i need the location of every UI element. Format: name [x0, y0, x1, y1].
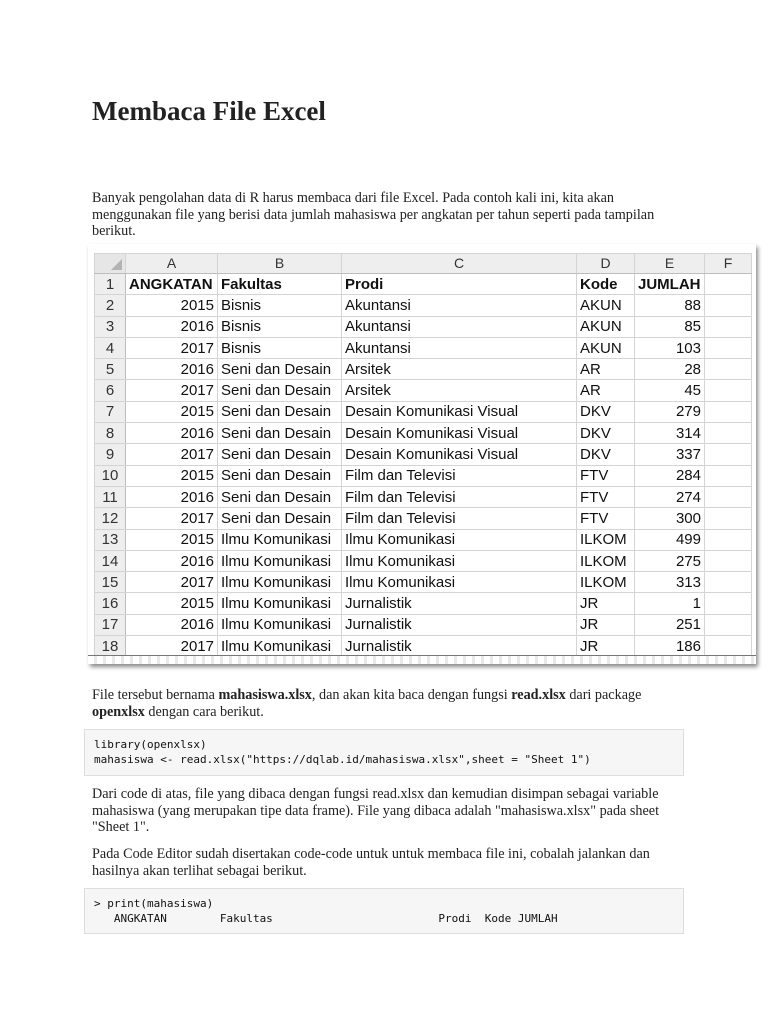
row-number: 7	[95, 401, 126, 422]
row-number: 3	[95, 316, 126, 337]
cell-fakultas: Seni dan Desain	[218, 486, 342, 507]
table-row	[95, 508, 752, 529]
row-number: 13	[95, 529, 126, 550]
empty-cell	[705, 444, 752, 465]
file-description-paragraph	[92, 687, 692, 720]
cell-angkatan: 2015	[126, 465, 218, 486]
cell-angkatan: 2016	[126, 486, 218, 507]
cell-angkatan: 2017	[126, 508, 218, 529]
table-row	[95, 359, 752, 380]
cell-jumlah: 28	[635, 359, 705, 380]
cell-kode: AR	[577, 359, 635, 380]
cell-kode: FTV	[577, 508, 635, 529]
cell-jumlah: 88	[635, 295, 705, 316]
empty-cell	[705, 636, 752, 657]
cell-prodi: Film dan Televisi	[342, 486, 577, 507]
row-number: 4	[95, 337, 126, 358]
cell-kode: FTV	[577, 465, 635, 486]
table-row	[95, 636, 752, 657]
package-bold: openxlsx	[92, 703, 145, 720]
empty-cell	[705, 465, 752, 486]
cell-angkatan: 2016	[126, 550, 218, 571]
empty-cell	[705, 593, 752, 614]
spreadsheet-table	[94, 253, 752, 657]
empty-cell	[705, 337, 752, 358]
corner-triangle-icon	[111, 259, 122, 270]
cell-angkatan: 2016	[126, 423, 218, 444]
code-block-read-xlsx	[84, 729, 684, 776]
cell-kode: JR	[577, 593, 635, 614]
cell-angkatan: 2017	[126, 380, 218, 401]
header-cell-jumlah: JUMLAH	[635, 274, 705, 295]
cell-jumlah: 103	[635, 337, 705, 358]
cell-kode: AR	[577, 380, 635, 401]
code-line: ANGKATAN Fakultas Prodi Kode JUMLAH	[94, 912, 558, 925]
header-cell-kode: Kode	[577, 274, 635, 295]
cell-prodi: Akuntansi	[342, 337, 577, 358]
cell-angkatan: 2017	[126, 444, 218, 465]
cell-kode: DKV	[577, 401, 635, 422]
cell-prodi: Ilmu Komunikasi	[342, 529, 577, 550]
spreadsheet-body	[95, 274, 752, 657]
table-row	[95, 465, 752, 486]
text: dari package	[565, 687, 642, 703]
cell-prodi: Arsitek	[342, 380, 577, 401]
empty-cell	[705, 529, 752, 550]
empty-cell	[705, 359, 752, 380]
cell-kode: FTV	[577, 486, 635, 507]
row-number: 10	[95, 465, 126, 486]
row-number: 8	[95, 423, 126, 444]
empty-cell	[705, 614, 752, 635]
code-line: > print(mahasiswa)	[94, 897, 214, 910]
cell-kode: ILKOM	[577, 572, 635, 593]
code-block-print-output	[84, 888, 684, 934]
instruction-paragraph: Pada Code Editor sudah disertakan code-code untuk untuk membaca file ini, cobalah jalankan dan hasilnya akan terlihat sebagai berikut.	[92, 846, 650, 879]
cell-fakultas: Seni dan Desain	[218, 380, 342, 401]
row-number: 15	[95, 572, 126, 593]
cell-kode: ILKOM	[577, 529, 635, 550]
table-row	[95, 316, 752, 337]
empty-cell	[705, 401, 752, 422]
select-all-corner	[95, 254, 126, 274]
cell-angkatan: 2016	[126, 614, 218, 635]
table-row	[95, 593, 752, 614]
cell-prodi: Akuntansi	[342, 316, 577, 337]
cell-jumlah: 274	[635, 486, 705, 507]
cell-angkatan: 2017	[126, 572, 218, 593]
cell-jumlah: 85	[635, 316, 705, 337]
empty-cell	[705, 274, 752, 295]
table-row	[95, 550, 752, 571]
empty-cell	[705, 508, 752, 529]
cell-kode: ILKOM	[577, 550, 635, 571]
cell-fakultas: Seni dan Desain	[218, 401, 342, 422]
cell-angkatan: 2016	[126, 359, 218, 380]
table-row	[95, 486, 752, 507]
row-number: 6	[95, 380, 126, 401]
row-number: 1	[95, 274, 126, 295]
cell-jumlah: 313	[635, 572, 705, 593]
text: , dan akan kita baca dengan fungsi	[311, 687, 512, 703]
cell-kode: AKUN	[577, 295, 635, 316]
empty-cell	[705, 380, 752, 401]
cell-fakultas: Bisnis	[218, 295, 342, 316]
intro-paragraph: Banyak pengolahan data di R harus membaca dari file Excel. Pada contoh kali ini, kita akan menggunakan file yang berisi data jumlah mahasiswa per angkatan per tahun seperti pada tampilan berikut.	[92, 190, 655, 239]
cell-jumlah: 275	[635, 550, 705, 571]
cell-jumlah: 337	[635, 444, 705, 465]
cell-kode: AKUN	[577, 316, 635, 337]
cell-jumlah: 186	[635, 636, 705, 657]
header-row	[95, 274, 752, 295]
empty-cell	[705, 423, 752, 444]
cell-jumlah: 300	[635, 508, 705, 529]
cell-angkatan: 2015	[126, 295, 218, 316]
cell-fakultas: Ilmu Komunikasi	[218, 529, 342, 550]
spreadsheet-screenshot	[88, 244, 756, 664]
row-number: 2	[95, 295, 126, 316]
cell-prodi: Akuntansi	[342, 295, 577, 316]
empty-cell	[705, 550, 752, 571]
column-letter: B	[218, 254, 342, 274]
empty-cell	[705, 295, 752, 316]
cell-prodi: Film dan Televisi	[342, 508, 577, 529]
cell-fakultas: Bisnis	[218, 316, 342, 337]
cell-jumlah: 1	[635, 593, 705, 614]
cell-prodi: Film dan Televisi	[342, 465, 577, 486]
page-title: Membaca File Excel	[92, 96, 326, 126]
column-letter-row	[95, 254, 752, 274]
cell-fakultas: Ilmu Komunikasi	[218, 593, 342, 614]
table-row	[95, 614, 752, 635]
cell-prodi: Desain Komunikasi Visual	[342, 423, 577, 444]
cell-fakultas: Seni dan Desain	[218, 423, 342, 444]
cell-fakultas: Seni dan Desain	[218, 508, 342, 529]
header-cell-angkatan: ANGKATAN	[126, 274, 218, 295]
cell-jumlah: 279	[635, 401, 705, 422]
column-letter: F	[705, 254, 752, 274]
row-number: 9	[95, 444, 126, 465]
row-number: 18	[95, 636, 126, 657]
cell-jumlah: 314	[635, 423, 705, 444]
filename-bold: mahasiswa.xlsx	[218, 687, 312, 703]
cell-fakultas: Bisnis	[218, 337, 342, 358]
table-row	[95, 337, 752, 358]
table-row	[95, 529, 752, 550]
cell-fakultas: Ilmu Komunikasi	[218, 614, 342, 635]
text: File tersebut bernama	[92, 687, 219, 703]
cell-angkatan: 2017	[126, 337, 218, 358]
cell-prodi: Ilmu Komunikasi	[342, 550, 577, 571]
cell-prodi: Arsitek	[342, 359, 577, 380]
cell-jumlah: 45	[635, 380, 705, 401]
table-row	[95, 380, 752, 401]
cell-prodi: Desain Komunikasi Visual	[342, 444, 577, 465]
cell-fakultas: Ilmu Komunikasi	[218, 636, 342, 657]
cell-angkatan: 2017	[126, 636, 218, 657]
cell-angkatan: 2015	[126, 401, 218, 422]
text: dengan cara berikut.	[144, 703, 264, 720]
empty-cell	[705, 572, 752, 593]
empty-cell	[705, 316, 752, 337]
cell-angkatan: 2015	[126, 593, 218, 614]
row-number: 14	[95, 550, 126, 571]
row-number: 11	[95, 486, 126, 507]
row-number: 17	[95, 614, 126, 635]
cell-kode: DKV	[577, 444, 635, 465]
row-number: 16	[95, 593, 126, 614]
cell-fakultas: Seni dan Desain	[218, 359, 342, 380]
cell-angkatan: 2015	[126, 529, 218, 550]
empty-cell	[705, 486, 752, 507]
column-letter: A	[126, 254, 218, 274]
table-row	[95, 572, 752, 593]
cell-kode: AKUN	[577, 337, 635, 358]
cell-fakultas: Seni dan Desain	[218, 444, 342, 465]
cell-prodi: Ilmu Komunikasi	[342, 572, 577, 593]
cell-jumlah: 251	[635, 614, 705, 635]
cell-kode: JR	[577, 614, 635, 635]
cell-angkatan: 2016	[126, 316, 218, 337]
explanation-paragraph: Dari code di atas, file yang dibaca dengan fungsi read.xlsx dan kemudian disimpan sebagai variable mahasiswa (yang merupakan tipe data frame). File yang dibaca adalah "mahasiswa.xlsx" pada sheet "Sheet 1".	[92, 786, 660, 835]
column-letter: E	[635, 254, 705, 274]
column-letter: D	[577, 254, 635, 274]
table-row	[95, 444, 752, 465]
cell-prodi: Jurnalistik	[342, 593, 577, 614]
row-number: 12	[95, 508, 126, 529]
row-number: 5	[95, 359, 126, 380]
table-row	[95, 401, 752, 422]
cell-prodi: Jurnalistik	[342, 614, 577, 635]
cell-kode: JR	[577, 636, 635, 657]
cell-fakultas: Ilmu Komunikasi	[218, 572, 342, 593]
cell-jumlah: 284	[635, 465, 705, 486]
cell-jumlah: 499	[635, 529, 705, 550]
cell-fakultas: Seni dan Desain	[218, 465, 342, 486]
code-line: mahasiswa <- read.xlsx("https://dqlab.id/mahasiswa.xlsx",sheet = "Sheet 1")	[94, 753, 591, 766]
table-row	[95, 423, 752, 444]
cell-prodi: Desain Komunikasi Visual	[342, 401, 577, 422]
cell-prodi: Jurnalistik	[342, 636, 577, 657]
function-bold: read.xlsx	[511, 687, 566, 703]
code-line: library(openxlsx)	[94, 738, 207, 751]
cell-fakultas: Ilmu Komunikasi	[218, 550, 342, 571]
header-cell-prodi: Prodi	[342, 274, 577, 295]
column-letter: C	[342, 254, 577, 274]
table-row	[95, 295, 752, 316]
header-cell-fakultas: Fakultas	[218, 274, 342, 295]
cell-kode: DKV	[577, 423, 635, 444]
